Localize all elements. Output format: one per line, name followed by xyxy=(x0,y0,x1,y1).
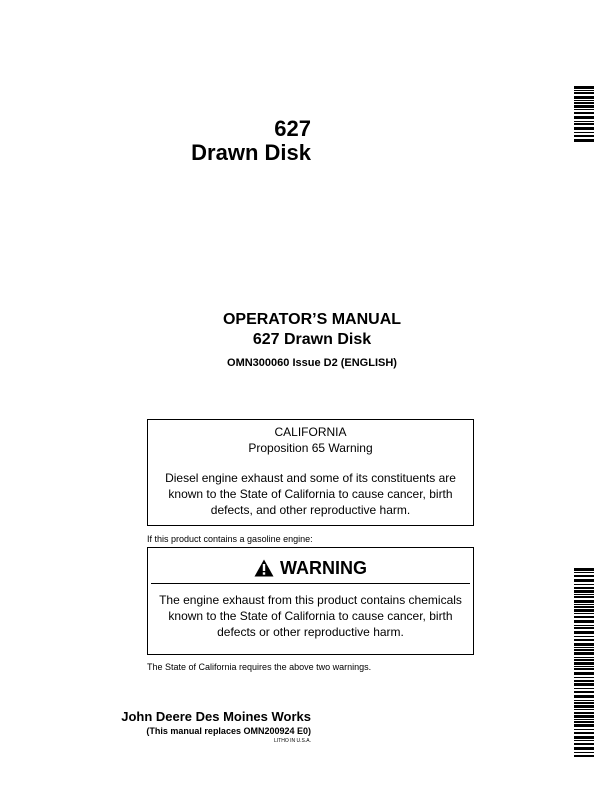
barcode-bar xyxy=(574,127,594,130)
barcode-bar xyxy=(574,100,594,101)
barcode-bar xyxy=(574,90,594,91)
california-label: CALIFORNIA xyxy=(274,425,347,439)
barcode-bar xyxy=(574,705,594,708)
barcode-bar xyxy=(574,700,594,701)
barcode-bar xyxy=(574,636,594,637)
cover-product-name: Drawn Disk xyxy=(191,140,311,165)
barcode-bar xyxy=(574,695,594,698)
barcode-bar xyxy=(574,135,594,137)
works-name: John Deere Des Moines Works xyxy=(121,709,311,724)
warning-triangle-icon xyxy=(254,559,274,577)
barcode-bar xyxy=(574,729,594,730)
barcode-bar xyxy=(574,568,594,571)
barcode-bar xyxy=(574,600,594,603)
barcode-bar xyxy=(574,652,594,655)
barcode-bar xyxy=(574,102,594,104)
warning-body-line: known to the State of California to cause cancer, birth xyxy=(168,609,453,623)
barcode-bar xyxy=(574,620,594,623)
barcode-bar xyxy=(574,604,594,605)
barcode-bar xyxy=(574,96,594,99)
barcode-bar xyxy=(574,627,594,629)
barcode-bar xyxy=(574,575,594,577)
barcode-bar xyxy=(574,755,594,757)
barcode-bar xyxy=(574,647,594,648)
barcode-bar xyxy=(574,116,594,119)
barcode-bar xyxy=(574,616,594,618)
barcode-bar xyxy=(574,579,594,582)
manual-heading: OPERATOR’S MANUAL xyxy=(222,311,402,328)
barcode-bar xyxy=(574,606,594,608)
barcode-bar xyxy=(574,702,594,704)
barcode-bar xyxy=(574,668,594,670)
barcode-bar xyxy=(574,721,594,723)
barcode-bar xyxy=(574,609,594,612)
barcode-bar xyxy=(574,590,594,593)
manual-subtitle: 627 Drawn Disk xyxy=(252,331,372,348)
barcode-bar xyxy=(574,139,594,142)
barcode-bar xyxy=(574,132,594,133)
barcode-bar xyxy=(574,643,594,646)
barcode-bar xyxy=(574,572,594,573)
barcode-bar xyxy=(574,631,594,634)
barcode-bar xyxy=(574,639,594,641)
barcode-bar xyxy=(574,747,594,750)
warning-label: WARNING xyxy=(280,558,367,578)
barcode-bar xyxy=(574,596,594,598)
barcode-bar xyxy=(574,587,594,589)
barcode-bar xyxy=(574,105,594,108)
barcode-bar xyxy=(574,688,594,689)
barcode-bar xyxy=(574,659,594,661)
barcode-bar xyxy=(574,112,594,114)
requires-note: The State of California requires the above two warnings. xyxy=(147,662,372,672)
barcode-bar xyxy=(574,649,594,651)
barcode-top xyxy=(574,86,602,142)
barcode-bar xyxy=(574,709,594,710)
barcode-bar xyxy=(574,677,594,678)
replaces-note: (This manual replaces OMN200924 E0) xyxy=(146,726,311,736)
barcode-bar xyxy=(574,123,594,125)
california-body-line: defects, and other reproductive harm. xyxy=(210,503,411,517)
california-body-line: Diesel engine exhaust and some of its constituents are xyxy=(165,471,456,485)
proposition-label: Proposition 65 Warning xyxy=(248,441,373,455)
barcode-bar xyxy=(574,680,594,682)
barcode-bar xyxy=(574,743,594,745)
barcode-bar xyxy=(574,683,594,686)
barcode-bar xyxy=(574,666,594,667)
barcode-bar xyxy=(574,691,594,693)
cover-model-number: 627 xyxy=(274,116,311,141)
barcode-bar xyxy=(574,732,594,734)
barcode-bar xyxy=(574,752,594,753)
barcode-bar xyxy=(574,715,594,718)
barcode-bar xyxy=(574,740,594,741)
barcode-bar xyxy=(574,657,594,658)
barcode-bar xyxy=(574,584,594,585)
warning-box xyxy=(147,547,474,655)
barcode-bar xyxy=(574,712,594,714)
manual-number: OMN300060 Issue D2 (ENGLISH) xyxy=(227,357,397,369)
california-body-line: known to the State of California to cause cancer, birth xyxy=(168,487,453,501)
barcode-bar xyxy=(574,662,594,665)
warning-body-line: defects or other reproductive harm. xyxy=(217,625,404,639)
warning-body-line: The engine exhaust from this product contains chemicals xyxy=(159,593,462,607)
barcode-bar xyxy=(574,613,594,614)
barcode-bar xyxy=(574,92,594,94)
barcode-bar xyxy=(574,724,594,727)
barcode-bar xyxy=(574,672,594,675)
barcode-bar xyxy=(574,121,594,122)
barcode-bottom xyxy=(574,568,602,758)
barcode-bar xyxy=(574,625,594,626)
warning-header xyxy=(151,557,470,584)
barcode-bar xyxy=(574,736,594,739)
barcode-bar xyxy=(574,109,594,110)
barcode-bar xyxy=(574,86,594,89)
litho-note: LITHO IN U.S.A. xyxy=(274,738,311,744)
barcode-bar xyxy=(574,594,594,595)
barcode-bar xyxy=(574,719,594,720)
gasoline-note: If this product contains a gasoline engine: xyxy=(147,534,313,544)
california-warning-box xyxy=(147,419,474,526)
